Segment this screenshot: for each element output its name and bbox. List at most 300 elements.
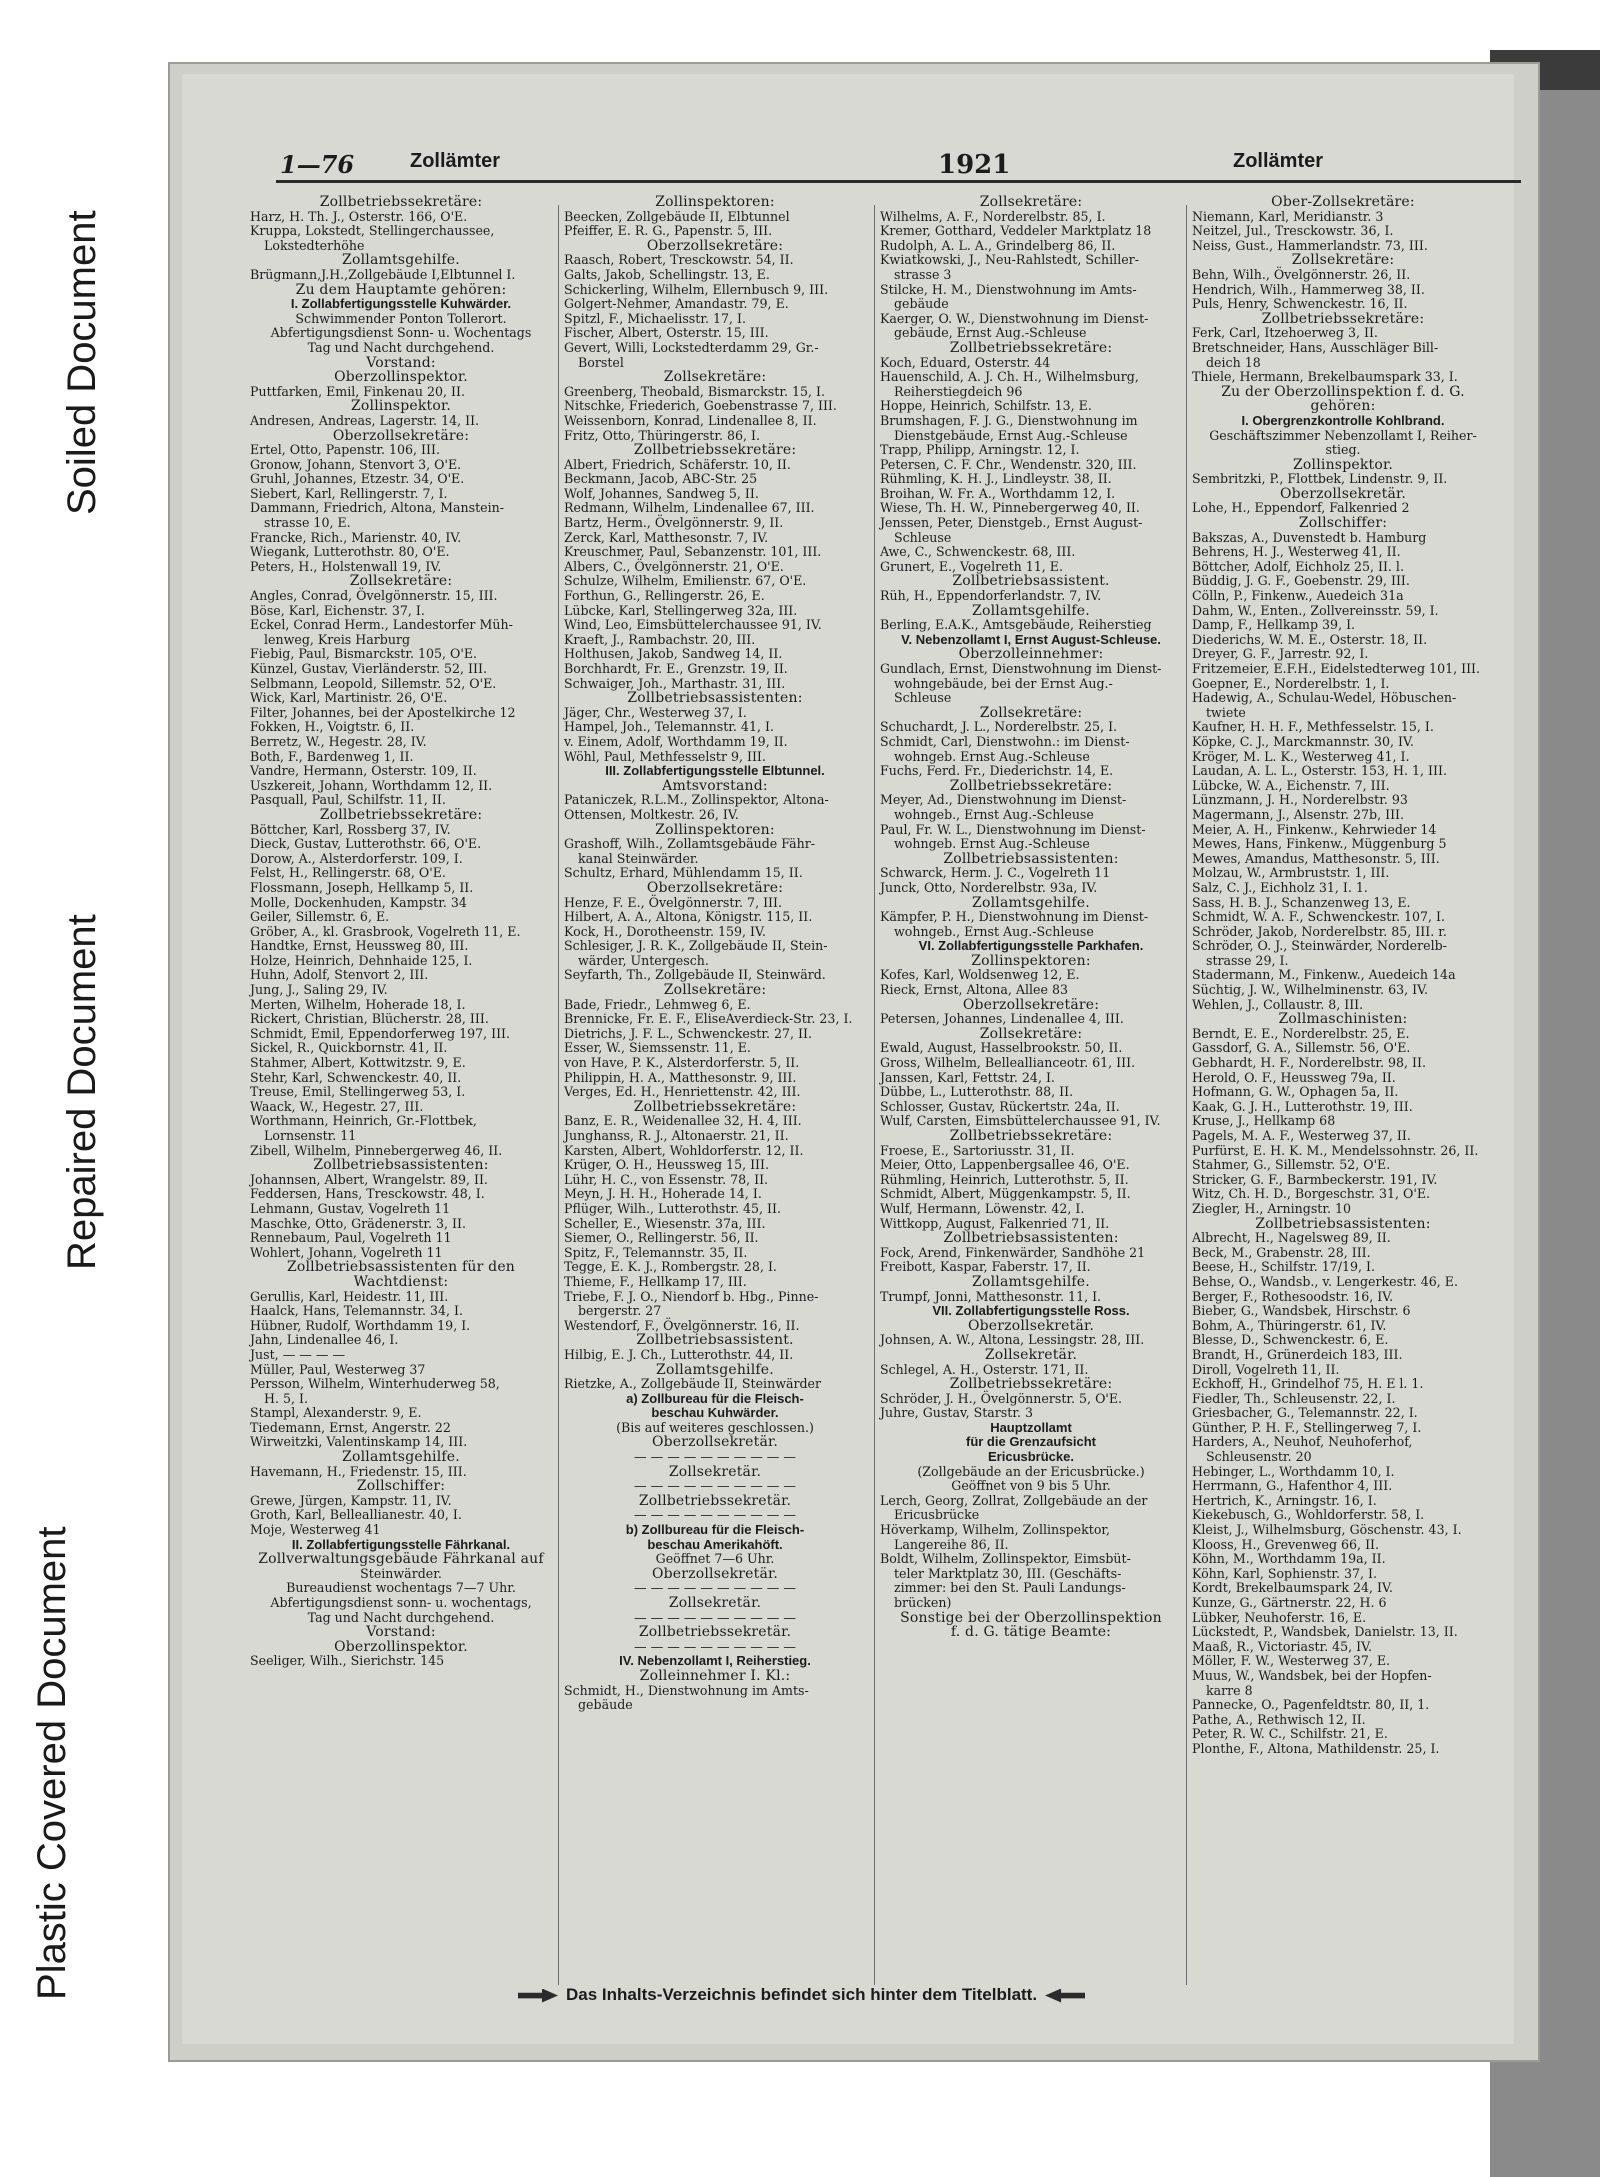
entry-line: Lehmann, Gustav, Vogelreth 11 bbox=[250, 1200, 451, 1216]
column-2 bbox=[564, 195, 866, 1713]
entry-line: Kwiatkowski, J., Neu-Rahlstedt, Schiller- bbox=[880, 252, 1139, 268]
entry-line: Feddersen, Hans, Tresckowstr. 48, I. bbox=[250, 1186, 485, 1202]
repaired-document-label: Repaired Document bbox=[60, 914, 104, 1270]
entry-line: Purfürst, E. H. K. M., Mendelssohnstr. 26, II. bbox=[1192, 1142, 1479, 1158]
entry-line: Stilcke, H. M., Dienstwohnung im Amts- bbox=[880, 281, 1137, 297]
entry-line: Puls, Henry, Schwenckestr. 16, II. bbox=[1192, 296, 1408, 312]
entry-line: Böttcher, Adolf, Eichholz 25, II. l. bbox=[1192, 558, 1404, 574]
entry-line: Fritzemeier, E.F.H., Eidelstedterweg 101, III. bbox=[1192, 661, 1481, 676]
entry-line: Zibell, Wilhelm, Pinnebergerweg 46, II. bbox=[250, 1142, 503, 1158]
entry-line: Kock, H., Dorotheenstr. 159, IV. bbox=[564, 923, 766, 939]
entry-line: Bretschneider, Hans, Ausschläger Bill- bbox=[1192, 339, 1439, 355]
entry-line: Wolf, Johannes, Sandweg 5, II. bbox=[564, 485, 759, 501]
note-line: Steinwärder. bbox=[360, 1565, 442, 1581]
soiled-document-label: Soiled Document bbox=[60, 210, 104, 515]
entry-line: Hilbig, E. J. Ch., Lutterothstr. 44, II. bbox=[564, 1346, 794, 1362]
section-heading: III. Zollabfertigungsstelle Elbtunnel. bbox=[605, 763, 825, 779]
entry-line: Hoppe, Heinrich, Schilfstr. 13, E. bbox=[880, 398, 1092, 414]
entry-line: Haalck, Hans, Telemannstr. 34, I. bbox=[250, 1303, 463, 1319]
entry-line: Verges, Ed. H., Henriettenstr. 42, III. bbox=[564, 1084, 801, 1100]
entry-line: Pasquall, Paul, Schilfstr. 11, II. bbox=[250, 792, 446, 808]
entry-line: Pflüger, Wilh., Lutterothstr. 45, II. bbox=[564, 1200, 782, 1216]
entry-line: Lerch, Georg, Zollrat, Zollgebäude an der bbox=[880, 1492, 1148, 1508]
pointing-hand-icon bbox=[1045, 1989, 1085, 2003]
entry-line: Künzel, Gustav, Vierländerstr. 52, III. bbox=[250, 661, 487, 676]
entry-line: Mewes, Hans, Finkenw., Müggenburg 5 bbox=[1192, 836, 1447, 852]
note-line: Geschäftszimmer Nebenzollamt I, Reiher- bbox=[1209, 427, 1477, 443]
entry-line: Wiegank, Lutterothstr. 80, O'E. bbox=[250, 544, 450, 560]
entry-line: Köpke, C. J., Marckmannstr. 30, IV. bbox=[1192, 733, 1414, 749]
entry-line: Herrmann, G., Hafenthor 4, III. bbox=[1192, 1478, 1393, 1494]
group-heading: Zollinspektor. bbox=[1293, 456, 1393, 473]
group-heading: Zollsekretäre: bbox=[663, 982, 767, 999]
entry-line: Meier, Otto, Lappenbergsallee 46, O'E. bbox=[880, 1157, 1130, 1173]
entry-line: Stricker, G. F., Barmbeckerstr. 191, IV. bbox=[1192, 1171, 1438, 1187]
entry-line: Rieck, Ernst, Altona, Allee 83 bbox=[880, 982, 1068, 998]
entry-line: Kunze, G., Gärtnerstr. 22, H. 6 bbox=[1192, 1595, 1387, 1610]
entry-line: Borstel bbox=[578, 354, 624, 370]
entry-line: Kofes, Karl, Woldsenweg 12, E. bbox=[880, 967, 1080, 983]
entry-line: Hübner, Rudolf, Worthdamm 19, I. bbox=[250, 1317, 471, 1333]
group-heading: Oberzollinspektor. bbox=[334, 1638, 468, 1655]
entry-line: Rietzke, A., Zollgebäude II, Steinwärder bbox=[564, 1376, 822, 1392]
entry-line: Kleist, J., Wilhelmsburg, Göschenstr. 43, I. bbox=[1192, 1522, 1462, 1538]
entry-line: Schmidt, Carl, Dienstwohn.: im Dienst- bbox=[880, 733, 1130, 749]
group-heading: Zollbetriebsassistenten: bbox=[1255, 1215, 1431, 1232]
entry-line: Albert, Friedrich, Schäferstr. 10, II. bbox=[564, 456, 791, 472]
entry-line: Schmidt, Emil, Eppendorferweg 197, III. bbox=[250, 1025, 511, 1041]
group-heading: Zollbetriebssekretäre: bbox=[319, 194, 483, 210]
entry-line: brücken) bbox=[894, 1595, 952, 1610]
entry-line: Gerullis, Karl, Heidestr. 11, III. bbox=[250, 1288, 449, 1304]
note-line: Tag und Nacht durchgehend. bbox=[307, 339, 495, 355]
group-heading: f. d. G. tätige Beamte: bbox=[950, 1624, 1112, 1641]
group-heading: Zu der Oberzollinspektion f. d. G. bbox=[1221, 383, 1465, 400]
entry-line: Merten, Wilhelm, Hoherade 18, I. bbox=[250, 996, 466, 1012]
note-line: Abfertigungsdienst sonn- u. wochentags, bbox=[270, 1595, 532, 1610]
entry-line: Kruppa, Lokstedt, Stellingerchaussee, bbox=[250, 223, 495, 239]
entry-line: Kremer, Gotthard, Veddeler Marktplatz 18 bbox=[880, 223, 1152, 239]
entry-line: Rühmling, Heinrich, Lutterothstr. 5, II. bbox=[880, 1171, 1129, 1187]
entry-line: Huhn, Adolf, Stenvort 2, III. bbox=[250, 967, 429, 983]
entry-line: Wick, Karl, Martinistr. 26, O'E. bbox=[250, 690, 448, 706]
entry-line: Klooss, H., Grevenweg 66, II. bbox=[1192, 1536, 1380, 1552]
entry-line: Lübcke, Karl, Stellingerweg 32a, III. bbox=[564, 602, 798, 618]
group-heading: Zollinspektoren: bbox=[655, 821, 775, 838]
entry-line: Siemer, O., Rellingerstr. 56, II. bbox=[564, 1230, 759, 1246]
entry-line: Rickert, Christian, Blücherstr. 28, III. bbox=[250, 1011, 489, 1027]
entry-line: Triebe, F. J. O., Niendorf b. Hbg., Pinne- bbox=[564, 1288, 819, 1304]
entry-line: Lokstedterhöhe bbox=[264, 237, 365, 253]
entry-line: Ziegler, H., Arningstr. 10 bbox=[1192, 1200, 1352, 1216]
entry-line: Wohlert, Johann, Vogelreth 11 bbox=[250, 1244, 443, 1260]
entry-line: Dieck, Gustav, Lutterothstr. 66, O'E. bbox=[250, 836, 482, 852]
entry-line: Gassdorf, G. A., Sillemstr. 56, O'E. bbox=[1192, 1040, 1411, 1056]
entry-line: kanal Steinwärder. bbox=[578, 850, 699, 866]
entry-line: Vandre, Hermann, Osterstr. 109, II. bbox=[250, 763, 477, 779]
entry-line: Waack, W., Hegestr. 27, III. bbox=[250, 1098, 424, 1114]
entry-line: Bohm, A., Thüringerstr. 61, IV. bbox=[1192, 1317, 1387, 1333]
entry-line: Brennicke, Fr. E. F., EliseAverdieck-Str. 23, I. bbox=[564, 1011, 853, 1027]
entry-line: Berretz, W., Hegestr. 28, IV. bbox=[250, 733, 427, 749]
entry-line: gebäude, Ernst Aug.-Schleuse bbox=[894, 325, 1087, 341]
group-heading: Zollinspektor. bbox=[351, 398, 451, 415]
footer-text: Das Inhalts-Verzeichnis befindet sich hinter dem Titelblatt. bbox=[566, 1985, 1038, 2004]
section-heading: Hauptzollamt bbox=[990, 1419, 1072, 1435]
section-heading: für die Grenzaufsicht bbox=[965, 1434, 1097, 1450]
entry-line: Bakszas, A., Duvenstedt b. Hamburg bbox=[1192, 529, 1427, 545]
group-heading: Zollamtsgehilfe. bbox=[972, 602, 1090, 619]
entry-line: Albers, C., Övelgönnerstr. 21, O'E. bbox=[564, 558, 784, 574]
entry-line: Pagels, M. A. F., Westerweg 37, II. bbox=[1192, 1128, 1411, 1143]
entry-line: Tiedemann, Ernst, Angerstr. 22 bbox=[250, 1419, 451, 1435]
entry-line: Ewald, August, Hasselbrookstr. 50, II. bbox=[880, 1040, 1123, 1056]
section-heading: VI. Zollabfertigungsstelle Parkhafen. bbox=[918, 938, 1144, 954]
entry-line: Andresen, Andreas, Lagerstr. 14, II. bbox=[250, 412, 480, 428]
entry-line: Harders, A., Neuhof, Neuhoferhof, bbox=[1192, 1434, 1413, 1450]
group-heading: Zollbetriebssekretäre: bbox=[949, 1376, 1113, 1393]
entry-line: Selbmann, Leopold, Sillemstr. 52, O'E. bbox=[250, 675, 497, 691]
entry-line: H. 5, I. bbox=[264, 1390, 308, 1406]
entry-line: Fiedler, Th., Schleusenstr. 22, I. bbox=[1192, 1390, 1396, 1406]
entry-line: von Have, P. K., Alsterdorferstr. 5, II. bbox=[564, 1055, 800, 1071]
group-heading: Oberzollsekretäre: bbox=[646, 879, 784, 896]
entry-line: Maschke, Otto, Grädenerstr. 3, II. bbox=[250, 1215, 466, 1231]
group-heading: Oberzollsekretäre: bbox=[332, 427, 470, 444]
entry-line: Beckmann, Jacob, ABC-Str. 25 bbox=[564, 471, 758, 487]
entry-line: Golgert-Nehmer, Amandastr. 79, E. bbox=[564, 296, 789, 312]
archive-side-labels bbox=[0, 0, 160, 2177]
entry-line: Pataniczek, R.L.M., Zollinspektor, Altona- bbox=[564, 792, 829, 808]
group-heading: Wachtdienst: bbox=[353, 1273, 449, 1290]
group-heading: Oberzollinspektor. bbox=[334, 369, 468, 386]
entry-line: wohngeb., Ernst Aug.-Schleuse bbox=[894, 923, 1094, 939]
group-heading: Zollbetriebsassistent. bbox=[952, 573, 1110, 590]
entry-line: Gröber, A., kl. Grasbrook, Vogelreth 11, E. bbox=[250, 923, 521, 939]
entry-line: Galts, Jakob, Schellingstr. 13, E. bbox=[564, 266, 770, 282]
group-heading: Zollsekretär. bbox=[668, 1595, 762, 1611]
note-line: Geöffnet von 9 bis 5 Uhr. bbox=[951, 1478, 1111, 1494]
entry-line: Banz, E. R., Weidenallee 32, H. 4, III. bbox=[564, 1113, 802, 1129]
entry-line: Jenssen, Peter, Dienstgeb., Ernst August- bbox=[880, 515, 1143, 531]
entry-line: Köhn, Karl, Sophienstr. 37, I. bbox=[1192, 1565, 1378, 1581]
group-heading: Zollamtsgehilfe. bbox=[342, 252, 460, 269]
page-header bbox=[100, 150, 1400, 190]
entry-line: Schmidt, W. A. F., Schwenckestr. 107, I. bbox=[1192, 909, 1445, 925]
entry-line: gebäude bbox=[578, 1697, 633, 1713]
section-heading: a) Zollbureau für die Fleisch- bbox=[626, 1390, 804, 1406]
entry-line: Fuchs, Ferd. Fr., Diederichstr. 14, E. bbox=[880, 763, 1114, 779]
entry-line: Schulze, Wilhelm, Emilienstr. 67, O'E. bbox=[564, 573, 807, 589]
section-heading: beschau Amerikahöft. bbox=[647, 1536, 783, 1552]
entry-line: Kaerger, O. W., Dienstwohnung im Dienst- bbox=[880, 310, 1149, 326]
note-line: Bureaudienst wochentags 7—7 Uhr. bbox=[286, 1580, 516, 1596]
header-right-title: Zollämter bbox=[1233, 150, 1324, 172]
note-line: — — — — — — — — — — bbox=[634, 1507, 796, 1523]
entry-line: wohngeb. Ernst Aug.-Schleuse bbox=[894, 836, 1090, 852]
group-heading: Vorstand: bbox=[366, 1624, 436, 1641]
entry-line: Bade, Friedr., Lehmweg 6, E. bbox=[564, 996, 751, 1012]
entry-line: Hampel, Joh., Telemannstr. 41, I. bbox=[564, 719, 774, 735]
entry-line: Scheller, E., Wiesenstr. 37a, III. bbox=[564, 1215, 766, 1231]
entry-line: Seyfarth, Th., Zollgebäude II, Steinwärd. bbox=[564, 967, 826, 983]
entry-line: Mewes, Amandus, Matthesonstr. 5, III. bbox=[1192, 850, 1440, 866]
entry-line: Molle, Dockenhuden, Kampstr. 34 bbox=[250, 894, 467, 910]
plastic-covered-document-label: Plastic Covered Document bbox=[30, 1526, 74, 2000]
entry-line: Dorow, A., Alsterdorferstr. 109, I. bbox=[250, 850, 463, 866]
entry-line: Hauenschild, A. J. Ch. H., Wilhelmsburg, bbox=[880, 369, 1139, 385]
entry-line: Froese, E., Sartoriusstr. 31, II. bbox=[880, 1142, 1075, 1158]
group-heading: Zollbetriebsassistenten: bbox=[627, 690, 803, 707]
entry-line: Both, F., Bardenweg 1, II. bbox=[250, 748, 414, 764]
entry-line: Albrecht, H., Nagelsweg 89, II. bbox=[1192, 1230, 1391, 1246]
page-number: 1—76 bbox=[280, 150, 355, 179]
group-heading: Zollsekretär. bbox=[668, 1463, 762, 1480]
entry-line: Spitz, F., Telemannstr. 35, II. bbox=[564, 1244, 748, 1260]
entry-line: Beecken, Zollgebäude II, Elbtunnel bbox=[564, 208, 790, 224]
section-heading: II. Zollabfertigungsstelle Fährkanal. bbox=[291, 1536, 511, 1552]
entry-line: Geiler, Sillemstr. 6, E. bbox=[250, 909, 390, 925]
entry-line: Goepner, E., Norderelbstr. 1, I. bbox=[1192, 675, 1390, 691]
entry-line: Junck, Otto, Norderelbstr. 93a, IV. bbox=[880, 879, 1098, 895]
entry-line: Stampl, Alexanderstr. 9, E. bbox=[250, 1405, 422, 1421]
entry-line: Junghanss, R. J., Altonaerstr. 21, II. bbox=[564, 1128, 789, 1143]
entry-line: Grewe, Jürgen, Kampstr. 11, IV. bbox=[250, 1492, 452, 1508]
group-heading: Zollbetriebssekretäre: bbox=[633, 442, 797, 459]
entry-line: Gruhl, Johannes, Etzestr. 34, O'E. bbox=[250, 471, 465, 487]
entry-line: Brandt, H., Grünerdeich 183, III. bbox=[1192, 1346, 1403, 1362]
entry-line: Reiherstiegdeich 96 bbox=[894, 383, 1023, 399]
section-heading: beschau Kuhwärder. bbox=[651, 1405, 779, 1421]
group-heading: Zollsekretäre: bbox=[1291, 252, 1395, 269]
group-heading: Zollschiffer: bbox=[356, 1478, 446, 1495]
note-line: Tag und Nacht durchgehend. bbox=[307, 1609, 495, 1625]
entry-line: Treuse, Emil, Stellingerweg 53, I. bbox=[250, 1084, 466, 1100]
entry-line: Behrens, H. J., Westerweg 41, II. bbox=[1192, 544, 1401, 560]
entry-line: Worthmann, Heinrich, Gr.-Flottbek, bbox=[250, 1113, 477, 1129]
group-heading: Zollsekretäre: bbox=[979, 1025, 1083, 1042]
entry-line: wohngebäude, bei der Ernst Aug.- bbox=[894, 675, 1113, 691]
entry-line: Wehlen, J., Collaustr. 8, III. bbox=[1192, 996, 1364, 1012]
entry-line: Petersen, C. F. Chr., Wendenstr. 320, III. bbox=[880, 456, 1137, 472]
group-heading: Amtsvorstand: bbox=[662, 777, 768, 794]
entry-line: Rühmling, K. H. J., Lindleystr. 38, II. bbox=[880, 471, 1112, 487]
section-heading: VII. Zollabfertigungsstelle Ross. bbox=[932, 1303, 1130, 1319]
entry-line: Krüger, O. H., Heussweg 15, III. bbox=[564, 1157, 770, 1173]
entry-line: Schwaiger, Joh., Marthastr. 31, III. bbox=[564, 675, 786, 691]
entry-line: Möller, F. W., Westerweg 37, E. bbox=[1192, 1653, 1391, 1669]
entry-line: Wittkopp, August, Falkenried 71, II. bbox=[880, 1215, 1110, 1231]
entry-line: Niemann, Karl, Meridianstr. 3 bbox=[1192, 208, 1384, 224]
note-line: — — — — — — — — — — bbox=[634, 1449, 796, 1465]
entry-line: Kaufner, H. H. F., Methfesselstr. 15, I. bbox=[1192, 719, 1434, 735]
entry-line: Ertel, Otto, Papenstr. 106, III. bbox=[250, 442, 440, 458]
entry-line: Stahmer, Albert, Kottwitzstr. 9, E. bbox=[250, 1055, 466, 1071]
group-heading: Zollverwaltungsgebäude Fährkanal auf bbox=[258, 1551, 544, 1568]
entry-line: Gronow, Johann, Stenvort 3, O'E. bbox=[250, 456, 462, 472]
group-heading: Zolleinnehmer I. Kl.: bbox=[639, 1667, 791, 1684]
entry-line: Köhn, M., Worthdamm 19a, II. bbox=[1192, 1551, 1386, 1567]
entry-line: Peters, H., Holstenwall 19, IV. bbox=[250, 558, 442, 574]
group-heading: Zollamtsgehilfe. bbox=[972, 1273, 1090, 1290]
entry-line: Fritz, Otto, Thüringerstr. 86, I. bbox=[564, 427, 761, 443]
entry-line: Holze, Heinrich, Dehnhaide 125, I. bbox=[250, 952, 473, 968]
entry-line: Siebert, Karl, Rellingerstr. 7, I. bbox=[250, 485, 448, 501]
entry-line: Behn, Wilh., Övelgönnerstr. 26, II. bbox=[1192, 266, 1411, 282]
entry-line: Beck, M., Grabenstr. 28, III. bbox=[1192, 1244, 1371, 1260]
entry-line: Persson, Wilhelm, Winterhuderweg 58, bbox=[250, 1376, 500, 1392]
entry-line: Büddig, J. G. F., Goebenstr. 29, III. bbox=[1192, 573, 1410, 589]
entry-line: Spitzl, F., Michaelisstr. 17, I. bbox=[564, 310, 746, 326]
entry-line: Wind, Leo, Eimsbüttelerchaussee 91, IV. bbox=[564, 617, 822, 633]
entry-line: Ottensen, Moltkestr. 26, IV. bbox=[564, 806, 739, 822]
entry-line: Greenberg, Theobald, Bismarckstr. 15, I. bbox=[564, 383, 825, 399]
entry-line: Filter, Johannes, bei der Apostelkirche 12 bbox=[250, 704, 516, 720]
entry-line: strasse 29, I. bbox=[1206, 952, 1289, 968]
entry-line: Jung, J., Saling 29, IV. bbox=[250, 982, 388, 998]
group-heading: Zollamtsgehilfe. bbox=[656, 1361, 774, 1378]
entry-line: Schröder, Jakob, Norderelbstr. 85, III. r. bbox=[1192, 923, 1447, 939]
entry-line: Höverkamp, Wilhelm, Zollinspektor, bbox=[880, 1522, 1111, 1538]
entry-line: Harz, H. Th. J., Osterstr. 166, O'E. bbox=[250, 208, 468, 224]
entry-line: Ericusbrücke bbox=[894, 1507, 980, 1523]
entry-line: Kordt, Brekelbaumspark 24, IV. bbox=[1192, 1580, 1393, 1596]
entry-line: Stahmer, G., Sillemstr. 52, O'E. bbox=[1192, 1157, 1391, 1173]
entry-line: Schmidt, Albert, Müggenkampstr. 5, II. bbox=[880, 1186, 1131, 1202]
entry-line: Lohe, H., Eppendorf, Falkenried 2 bbox=[1192, 500, 1410, 516]
entry-line: Fiebig, Paul, Bismarckstr. 105, O'E. bbox=[250, 646, 478, 662]
entry-line: Stehr, Karl, Schwenckestr. 40, II. bbox=[250, 1069, 462, 1085]
entry-line: Dübbe, L., Lutterothstr. 88, II. bbox=[880, 1084, 1074, 1100]
column-3 bbox=[880, 195, 1182, 1640]
entry-line: deich 18 bbox=[1206, 354, 1261, 370]
entry-line: Koch, Eduard, Osterstr. 44 bbox=[880, 354, 1051, 370]
entry-line: Berling, E.A.K., Amtsgebäude, Reiherstieg bbox=[880, 617, 1152, 633]
entry-line: Schleuse bbox=[894, 690, 952, 706]
entry-line: Wöhl, Paul, Methfesselstr 9, III. bbox=[564, 748, 766, 764]
entry-line: Plonthe, F., Altona, Mathildenstr. 25, I. bbox=[1192, 1740, 1440, 1756]
section-heading: Ericusbrücke. bbox=[988, 1449, 1074, 1465]
entry-line: wärder, Untergesch. bbox=[578, 952, 709, 968]
entry-line: Moje, Westerweg 41 bbox=[250, 1522, 381, 1538]
entry-line: Grashoff, Wilh., Zollamtsgebäude Fähr- bbox=[564, 836, 816, 852]
entry-line: Forthun, G., Rellingerstr. 26, E. bbox=[564, 588, 765, 604]
group-heading: Oberzolleinnehmer: bbox=[958, 646, 1104, 663]
entry-line: gebäude bbox=[894, 296, 949, 312]
entry-line: Hadewig, A., Schulau-Wedel, Höbuschen- bbox=[1192, 690, 1457, 706]
entry-line: Salz, C. J., Eichholz 31, I. 1. bbox=[1192, 879, 1368, 895]
entry-line: Hendrich, Wilh., Hammerweg 38, II. bbox=[1192, 281, 1425, 297]
group-heading: Zu dem Hauptamte gehören: bbox=[295, 281, 507, 298]
entry-line: Schuchardt, J. L., Norderelbstr. 25, I. bbox=[880, 719, 1118, 735]
entry-line: Gross, Wilhelm, Belleallianceotr. 61, III. bbox=[880, 1055, 1136, 1071]
entry-line: Johnsen, A. W., Altona, Lessingstr. 28, III. bbox=[880, 1332, 1145, 1348]
entry-line: Eckhoff, H., Grindelhof 75, H. E l. 1. bbox=[1192, 1376, 1424, 1392]
group-heading: Zollinspektoren: bbox=[971, 952, 1091, 969]
entry-line: Müller, Paul, Westerweg 37 bbox=[250, 1361, 426, 1377]
entry-line: Günther, P. H. F., Stellingerweg 7, I. bbox=[1192, 1419, 1422, 1435]
entry-line: Paul, Fr. W. L., Dienstwohnung im Dienst- bbox=[880, 821, 1146, 837]
header-year: 1921 bbox=[938, 150, 1011, 180]
entry-line: Beese, H., Schilfstr. 17/19, I. bbox=[1192, 1259, 1376, 1275]
column-divider bbox=[874, 205, 875, 1985]
entry-line: Rüh, H., Eppendorferlandstr. 7, IV. bbox=[880, 588, 1102, 604]
group-heading: Oberzollsekretär. bbox=[967, 1317, 1095, 1334]
section-heading: b) Zollbureau für die Fleisch- bbox=[625, 1522, 805, 1538]
entry-line: Brügmann,J.H.,Zollgebäude I,Elbtunnel I. bbox=[250, 266, 516, 282]
entry-line: Sass, H. B. J., Schanzenweg 13, E. bbox=[1192, 894, 1411, 910]
entry-line: wohngeb., Ernst Aug.-Schleuse bbox=[894, 806, 1094, 822]
entry-line: Neiss, Gust., Hammerlandstr. 73, III. bbox=[1192, 237, 1428, 253]
entry-line: Bartz, Herm., Övelgönnerstr. 9, II. bbox=[564, 515, 784, 531]
entry-line: Dietrichs, J. F. L., Schwenckestr. 27, II. bbox=[564, 1025, 812, 1041]
entry-line: Westendorf, F., Övelgönnerstr. 16, II. bbox=[564, 1317, 800, 1333]
entry-line: teler Marktplatz 30, III. (Geschäfts- bbox=[894, 1565, 1122, 1581]
entry-line: Janssen, Karl, Fettstr. 24, I. bbox=[880, 1069, 1055, 1085]
section-heading: I. Zollabfertigungsstelle Kuhwärder. bbox=[290, 296, 512, 312]
entry-line: Meyer, Ad., Dienstwohnung im Dienst- bbox=[880, 792, 1127, 808]
entry-line: Freibott, Kaspar, Faberstr. 17, II. bbox=[880, 1259, 1091, 1275]
entry-line: Diroll, Vogelreth 11, II. bbox=[1192, 1361, 1340, 1377]
entry-line: Zerck, Karl, Matthesonstr. 7, IV. bbox=[564, 529, 769, 545]
entry-line: Wilhelms, A. F., Norderelbstr. 85, I. bbox=[880, 208, 1106, 224]
entry-line: Berger, F., Rothesoodstr. 16, IV. bbox=[1192, 1288, 1394, 1304]
group-heading: Zollmaschinisten: bbox=[1278, 1011, 1408, 1028]
group-heading: Oberzollsekretär. bbox=[651, 1434, 779, 1451]
entry-line: Uszkereit, Johann, Worthdamm 12, II. bbox=[250, 777, 493, 793]
group-heading: Zollbetriebssekretär. bbox=[638, 1492, 792, 1509]
entry-line: Eckel, Conrad Herm., Landestorfer Müh- bbox=[250, 617, 513, 633]
entry-line: Langereihe 86, II. bbox=[894, 1536, 1009, 1552]
entry-line: Petersen, Johannes, Lindenallee 4, III. bbox=[880, 1011, 1124, 1027]
entry-line: Stadermann, M., Finkenw., Auedeich 14a bbox=[1192, 967, 1456, 983]
group-heading: Zollbetriebssekretäre: bbox=[949, 777, 1113, 794]
entry-line: Damp, F., Hellkamp 39, I. bbox=[1192, 617, 1356, 633]
entry-line: Sickel, R., Quickbornstr. 41, II. bbox=[250, 1040, 448, 1056]
group-heading: Oberzollsekretär. bbox=[1279, 485, 1407, 502]
entry-line: Laudan, A. L. L., Osterstr. 153, H. 1, III. bbox=[1192, 763, 1447, 779]
entry-line: Lünzmann, J. H., Norderelbstr. 93 bbox=[1192, 792, 1408, 808]
entry-line: Handtke, Ernst, Heussweg 80, III. bbox=[250, 938, 469, 954]
group-heading: Zollbetriebssekretäre: bbox=[949, 1128, 1113, 1144]
entry-line: Hofmann, G. W., Ophagen 5a, II. bbox=[1192, 1084, 1399, 1100]
entry-line: Fokken, H., Voigtstr. 6, II. bbox=[250, 719, 415, 735]
entry-line: Rennebaum, Paul, Vogelreth 11 bbox=[250, 1230, 452, 1246]
entry-line: Gundlach, Ernst, Dienstwohnung im Dienst- bbox=[880, 661, 1162, 676]
group-heading: Sonstige bei der Oberzollinspektion bbox=[900, 1609, 1162, 1626]
entry-line: Johannsen, Albert, Wrangelstr. 89, II. bbox=[250, 1171, 488, 1187]
entry-line: Trumpf, Jonni, Matthesonstr. 11, I. bbox=[880, 1288, 1102, 1304]
entry-line: Broihan, W. Fr. A., Worthdamm 12, I. bbox=[880, 485, 1116, 501]
note-line: — — — — — — — — — — bbox=[634, 1580, 796, 1596]
entry-line: Hilbert, A. A., Altona, Königstr. 115, II. bbox=[564, 909, 813, 925]
entry-line: Gebhardt, H. F., Norderelbstr. 98, II. bbox=[1192, 1055, 1426, 1071]
entry-line: Fischer, Albert, Osterstr. 15, III. bbox=[564, 325, 769, 341]
note-line: Schwimmender Ponton Tollerort. bbox=[295, 310, 507, 326]
entry-line: Pfeiffer, E. R. G., Papenstr. 5, III. bbox=[564, 223, 773, 239]
entry-line: Lübcke, W. A., Eichenstr. 7, III. bbox=[1192, 777, 1390, 793]
group-heading: Zollsekretäre: bbox=[663, 369, 767, 386]
entry-line: bergerstr. 27 bbox=[578, 1303, 662, 1319]
entry-line: Wirweitzki, Valentinskamp 14, III. bbox=[250, 1434, 468, 1450]
group-heading: Zollbetriebsassistent. bbox=[636, 1332, 794, 1349]
entry-line: Havemann, H., Friedenstr. 15, III. bbox=[250, 1463, 467, 1479]
group-heading: Zollsekretär. bbox=[984, 1346, 1078, 1363]
entry-line: lenweg, Kreis Harburg bbox=[264, 631, 411, 647]
group-heading: Zollamtsgehilfe. bbox=[972, 894, 1090, 911]
entry-line: Schleusenstr. 20 bbox=[1206, 1449, 1312, 1465]
entry-line: Jäger, Chr., Westerweg 37, I. bbox=[564, 704, 747, 720]
